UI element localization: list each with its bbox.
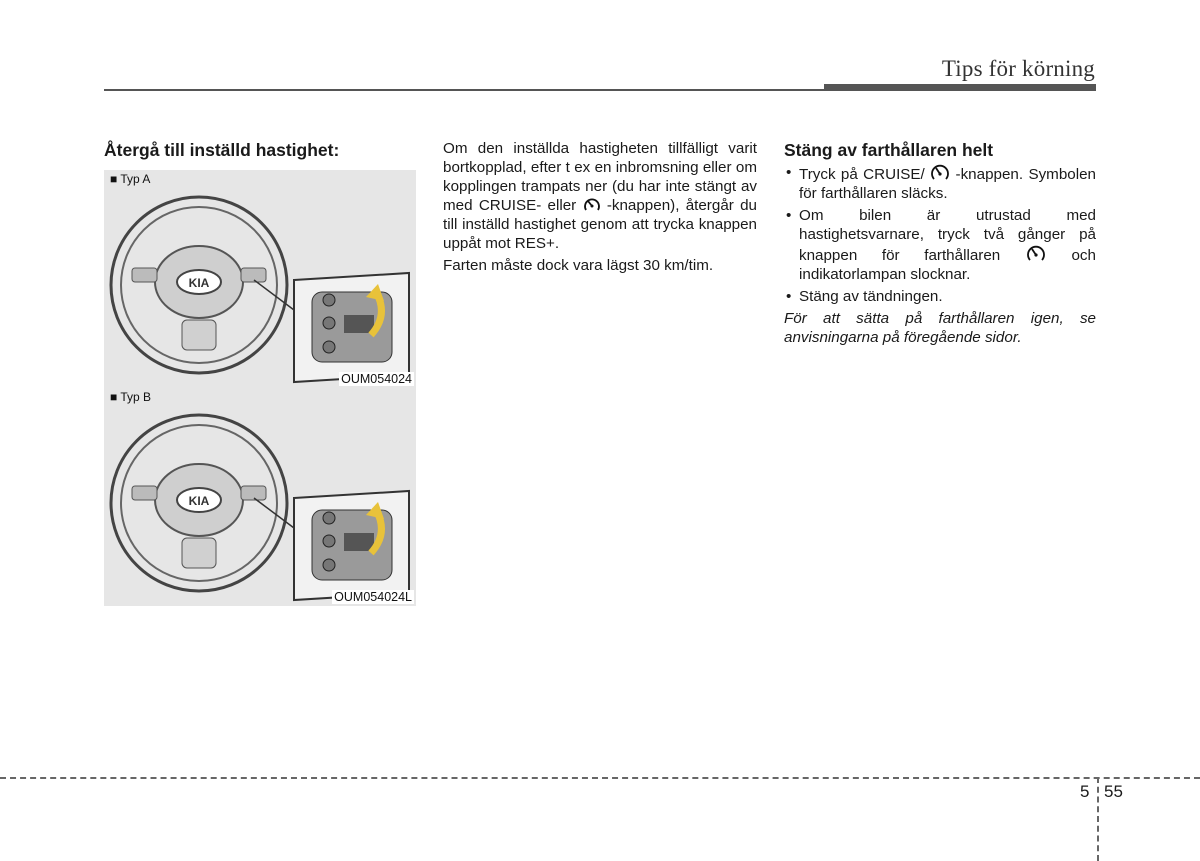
list-item-text: och indikatorlampan slocknar. <box>799 247 1096 283</box>
footer-vertical-divider <box>1097 777 1099 861</box>
figure-label: ■ Typ A <box>110 172 151 186</box>
cruise-icon <box>583 196 601 214</box>
figure-type-a <box>104 170 416 388</box>
figure-code: OUM054024L <box>334 590 412 604</box>
header-rule <box>104 89 824 91</box>
list-item-text: Tryck på CRUISE/ <box>799 166 925 183</box>
figure-type-b <box>104 388 416 606</box>
section-heading-off: Stäng av farthållaren helt <box>784 140 994 160</box>
paragraph-min-speed: Farten måste dock vara lägst 30 km/tim. <box>443 257 714 274</box>
cruise-icon <box>1025 244 1047 264</box>
page-number: 55 <box>1104 782 1123 801</box>
middle-column <box>443 139 757 275</box>
paragraph-resume <box>443 139 757 253</box>
paragraph-text: -knappen), återgår du till inställd hastighet genom att trycka knappen uppåt mot RES+. <box>443 197 757 252</box>
cruise-icon <box>930 163 950 183</box>
list-item-text: -knappen. Symbolen för farthållaren släcks. <box>799 166 1096 202</box>
paragraph-text: Om den inställda hastigheten tillfälligt varit bortkopplad, efter t ex en inbromsning eller om kopplingen trampats ner (du har inte stängt av med CRUISE- eller <box>443 140 757 214</box>
instruction-list <box>784 163 1096 306</box>
header-rule-accent <box>824 84 1096 91</box>
right-column <box>784 139 1096 347</box>
figure-code: OUM054024 <box>341 372 412 386</box>
list-item: • Stäng av tändningen. <box>784 287 1096 306</box>
figure-label: ■ Typ B <box>110 390 152 404</box>
chapter-number: 5 <box>1080 782 1090 801</box>
footer-divider <box>0 777 1200 779</box>
list-item <box>784 206 1096 284</box>
list-item-text: Om bilen är utrustad med hastighetsvarnare, tryck två gånger på knappen för farthållaren <box>799 207 1096 264</box>
svg-text:KIA: KIA <box>188 276 210 290</box>
list-item <box>784 163 1096 203</box>
italic-note: För att sätta på farthållaren igen, se anvisningarna på föregående sidor. <box>784 310 1096 346</box>
page-header-title: Tips för körning <box>941 56 1095 81</box>
switch-detail-icon <box>104 388 416 606</box>
section-heading-resume: Återgå till inställd hastighet: <box>104 140 340 160</box>
switch-detail-icon <box>104 170 416 388</box>
svg-text:KIA: KIA <box>188 494 210 508</box>
